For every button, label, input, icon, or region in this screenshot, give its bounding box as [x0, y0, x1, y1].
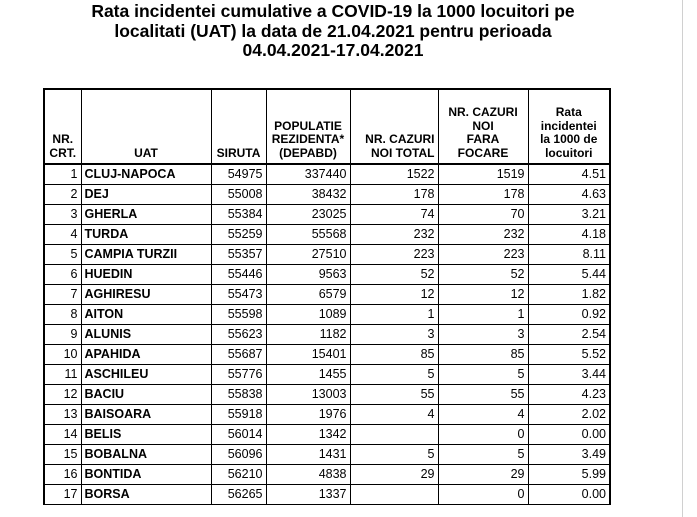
cell-cazuri-total: 4: [350, 405, 438, 425]
table-row: [44, 225, 610, 245]
cell-cazuri-total: [350, 485, 438, 505]
cell-rata: 2.54: [528, 325, 610, 345]
cell-siruta: 56096: [211, 445, 266, 465]
cell-cazuri-fara-focare: 5: [438, 365, 528, 385]
cell-uat: APAHIDA: [81, 345, 211, 365]
cell-rata: 0.92: [528, 305, 610, 325]
cell-populatie: 55568: [266, 225, 350, 245]
table-row: [44, 285, 610, 305]
cell-siruta: 54975: [211, 164, 266, 185]
cell-rata: 0.00: [528, 485, 610, 505]
table-row: [44, 325, 610, 345]
cell-cazuri-total: 29: [350, 465, 438, 485]
cell-nr: 16: [44, 465, 81, 485]
cell-cazuri-total: 223: [350, 245, 438, 265]
cell-uat: BELIS: [81, 425, 211, 445]
title-line-3: 04.04.2021-17.04.2021: [242, 40, 424, 60]
cell-cazuri-total: 3: [350, 325, 438, 345]
table-row: [44, 185, 610, 205]
cell-populatie: 1976: [266, 405, 350, 425]
cell-nr: 6: [44, 265, 81, 285]
header-cazuri-total: NR. CAZURI NOI TOTAL: [350, 89, 438, 164]
cell-nr: 4: [44, 225, 81, 245]
cell-populatie: 23025: [266, 205, 350, 225]
header-nr-crt: NR. CRT.: [44, 89, 81, 164]
table-row: [44, 345, 610, 365]
cell-cazuri-total: 12: [350, 285, 438, 305]
cell-nr: 13: [44, 405, 81, 425]
cell-uat: CLUJ-NAPOCA: [81, 164, 211, 185]
cell-rata: 4.51: [528, 164, 610, 185]
cell-siruta: 55473: [211, 285, 266, 305]
cell-uat: HUEDIN: [81, 265, 211, 285]
title-line-1: Rata incidentei cumulative a COVID-19 la 1000 locuitori pe: [91, 1, 575, 21]
cell-populatie: 38432: [266, 185, 350, 205]
cell-nr: 7: [44, 285, 81, 305]
table-header: [44, 89, 610, 164]
table-row: [44, 365, 610, 385]
cell-uat: ASCHILEU: [81, 365, 211, 385]
cell-uat: TURDA: [81, 225, 211, 245]
cell-cazuri-fara-focare: 52: [438, 265, 528, 285]
incidence-table: [43, 88, 611, 505]
cell-cazuri-total: 178: [350, 185, 438, 205]
cell-uat: CAMPIA TURZII: [81, 245, 211, 265]
cell-siruta: 55687: [211, 345, 266, 365]
report-title: [20, 2, 646, 61]
cell-cazuri-total: 74: [350, 205, 438, 225]
cell-cazuri-total: 1522: [350, 164, 438, 185]
cell-nr: 12: [44, 385, 81, 405]
header-siruta: SIRUTA: [211, 89, 266, 164]
cell-rata: 3.44: [528, 365, 610, 385]
cell-cazuri-total: 85: [350, 345, 438, 365]
page-edge-divider: [682, 0, 683, 517]
cell-siruta: 55598: [211, 305, 266, 325]
cell-uat: AITON: [81, 305, 211, 325]
cell-rata: 3.21: [528, 205, 610, 225]
cell-uat: ALUNIS: [81, 325, 211, 345]
cell-cazuri-fara-focare: 232: [438, 225, 528, 245]
header-populatie: POPULATIE REZIDENTA* (DEPABD): [266, 89, 350, 164]
cell-populatie: 1089: [266, 305, 350, 325]
cell-cazuri-total: [350, 425, 438, 445]
table-row: [44, 465, 610, 485]
header-cazuri-fara-focare: NR. CAZURI NOI FARA FOCARE: [438, 89, 528, 164]
cell-rata: 0.00: [528, 425, 610, 445]
cell-siruta: 55008: [211, 185, 266, 205]
table-row: [44, 205, 610, 225]
cell-rata: 2.02: [528, 405, 610, 425]
cell-nr: 8: [44, 305, 81, 325]
cell-siruta: 55384: [211, 205, 266, 225]
cell-cazuri-fara-focare: 1519: [438, 164, 528, 185]
cell-siruta: 55259: [211, 225, 266, 245]
cell-cazuri-total: 52: [350, 265, 438, 285]
cell-siruta: 56014: [211, 425, 266, 445]
cell-cazuri-fara-focare: 29: [438, 465, 528, 485]
cell-siruta: 55446: [211, 265, 266, 285]
cell-cazuri-total: 5: [350, 365, 438, 385]
cell-rata: 4.18: [528, 225, 610, 245]
cell-nr: 1: [44, 164, 81, 185]
cell-cazuri-fara-focare: 0: [438, 485, 528, 505]
cell-nr: 9: [44, 325, 81, 345]
cell-cazuri-fara-focare: 4: [438, 405, 528, 425]
cell-populatie: 15401: [266, 345, 350, 365]
cell-rata: 1.82: [528, 285, 610, 305]
cell-populatie: 1337: [266, 485, 350, 505]
cell-nr: 3: [44, 205, 81, 225]
cell-populatie: 337440: [266, 164, 350, 185]
cell-siruta: 56210: [211, 465, 266, 485]
cell-uat: BAISOARA: [81, 405, 211, 425]
cell-uat: AGHIRESU: [81, 285, 211, 305]
cell-nr: 14: [44, 425, 81, 445]
cell-uat: BACIU: [81, 385, 211, 405]
cell-cazuri-total: 55: [350, 385, 438, 405]
table-row: [44, 385, 610, 405]
table-row: [44, 245, 610, 265]
cell-rata: 5.99: [528, 465, 610, 485]
cell-uat: BONTIDA: [81, 465, 211, 485]
cell-populatie: 6579: [266, 285, 350, 305]
cell-rata: 4.63: [528, 185, 610, 205]
table-row: [44, 265, 610, 285]
table-row: [44, 425, 610, 445]
header-rata-incidentei: Rata incidentei la 1000 de locuitori: [528, 89, 610, 164]
cell-cazuri-fara-focare: 70: [438, 205, 528, 225]
cell-nr: 15: [44, 445, 81, 465]
cell-nr: 11: [44, 365, 81, 385]
table-row: [44, 405, 610, 425]
table-body: [44, 164, 610, 505]
cell-uat: BOBALNA: [81, 445, 211, 465]
cell-cazuri-fara-focare: 12: [438, 285, 528, 305]
table-row: [44, 485, 610, 505]
cell-cazuri-total: 1: [350, 305, 438, 325]
cell-cazuri-fara-focare: 3: [438, 325, 528, 345]
title-line-2: localitati (UAT) la data de 21.04.2021 pentru perioada: [114, 20, 552, 41]
cell-nr: 5: [44, 245, 81, 265]
cell-siruta: 55838: [211, 385, 266, 405]
cell-cazuri-fara-focare: 1: [438, 305, 528, 325]
cell-populatie: 1182: [266, 325, 350, 345]
cell-siruta: 55357: [211, 245, 266, 265]
cell-rata: 3.49: [528, 445, 610, 465]
cell-nr: 17: [44, 485, 81, 505]
cell-cazuri-fara-focare: 55: [438, 385, 528, 405]
table-row: [44, 164, 610, 185]
table-row: [44, 445, 610, 465]
cell-populatie: 27510: [266, 245, 350, 265]
cell-populatie: 13003: [266, 385, 350, 405]
cell-siruta: 55776: [211, 365, 266, 385]
cell-uat: GHERLA: [81, 205, 211, 225]
cell-populatie: 1431: [266, 445, 350, 465]
cell-cazuri-total: 5: [350, 445, 438, 465]
header-uat: UAT: [81, 89, 211, 164]
cell-rata: 5.52: [528, 345, 610, 365]
cell-populatie: 1342: [266, 425, 350, 445]
cell-cazuri-fara-focare: 5: [438, 445, 528, 465]
cell-cazuri-fara-focare: 223: [438, 245, 528, 265]
cell-cazuri-total: 232: [350, 225, 438, 245]
cell-populatie: 4838: [266, 465, 350, 485]
cell-uat: DEJ: [81, 185, 211, 205]
cell-rata: 5.44: [528, 265, 610, 285]
cell-siruta: 55918: [211, 405, 266, 425]
cell-populatie: 1455: [266, 365, 350, 385]
cell-rata: 4.23: [528, 385, 610, 405]
cell-rata: 8.11: [528, 245, 610, 265]
cell-cazuri-fara-focare: 178: [438, 185, 528, 205]
cell-populatie: 9563: [266, 265, 350, 285]
cell-uat: BORSA: [81, 485, 211, 505]
cell-cazuri-fara-focare: 85: [438, 345, 528, 365]
cell-siruta: 55623: [211, 325, 266, 345]
table-row: [44, 305, 610, 325]
cell-cazuri-fara-focare: 0: [438, 425, 528, 445]
cell-siruta: 56265: [211, 485, 266, 505]
cell-nr: 10: [44, 345, 81, 365]
cell-nr: 2: [44, 185, 81, 205]
